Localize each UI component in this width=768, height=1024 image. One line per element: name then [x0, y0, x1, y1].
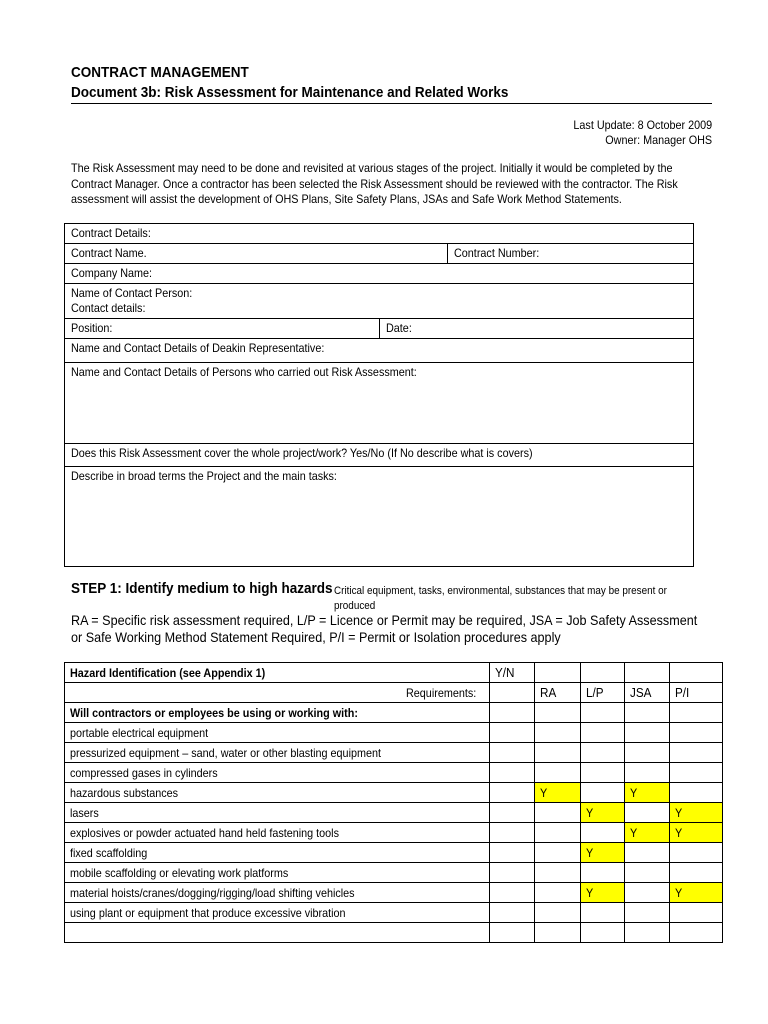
hazard-yn-cell[interactable]: [490, 863, 535, 883]
yn-header-label: Y/N: [495, 665, 515, 680]
title-divider: [71, 103, 712, 104]
contract-details-field[interactable]: [65, 224, 693, 243]
company-name-label: Company Name:: [71, 266, 153, 280]
hazard-pi-cell[interactable]: [670, 903, 723, 923]
hazard-row: [65, 883, 723, 903]
hazard-yn-cell[interactable]: [490, 763, 535, 783]
contact-person-field[interactable]: [65, 284, 693, 318]
hazard-label-cell: [65, 903, 490, 923]
hazard-label: portable electrical equipment: [70, 725, 209, 740]
hazard-label-cell: [65, 863, 490, 883]
hazard-yn-cell[interactable]: [490, 783, 535, 803]
project-description-field[interactable]: [65, 467, 693, 566]
hazard-label-cell: [65, 783, 490, 803]
hazard-jsa-value: Y: [630, 785, 638, 800]
whole-project-label: Does this Risk Assessment cover the whole project/work? Yes/No (If No describe what is covers): [71, 446, 533, 460]
hazard-pi-cell[interactable]: [670, 883, 723, 903]
hazard-yn-cell[interactable]: [490, 743, 535, 763]
hazard-label-cell: [65, 803, 490, 823]
contract-number-label: Contract Number:: [454, 246, 540, 260]
hazard-ra-cell[interactable]: [535, 863, 581, 883]
hazard-lp-cell[interactable]: [581, 883, 625, 903]
hazard-lp-value: Y: [586, 845, 594, 860]
whole-project-field[interactable]: [65, 444, 693, 466]
hazard-yn-cell[interactable]: [490, 823, 535, 843]
hazard-ra-cell[interactable]: [535, 823, 581, 843]
hazard-label-cell: [65, 823, 490, 843]
hazard-jsa-cell[interactable]: [625, 903, 670, 923]
intro-paragraph: The Risk Assessment may need to be done and revisited at various stages of the project. Initially it would be completed by the Contract Manager. Once a contractor has been selected the Risk Assessment should be reviewed with the contractor. The Risk assessment will assist the development of OHS Plans, Site Safety Plans, JSAs and Safe Work Method Statements.: [71, 161, 678, 206]
hazard-ra-cell[interactable]: [535, 743, 581, 763]
blank-cell: [490, 703, 535, 723]
hazard-row: [65, 843, 723, 863]
hazard-jsa-value: Y: [630, 825, 638, 840]
blank-header-cell: [581, 663, 625, 683]
hazard-label: hazardous substances: [70, 785, 179, 800]
hazard-label: explosives or powder actuated hand held fastening tools: [70, 825, 339, 840]
contract-details-row: [65, 224, 694, 244]
col-header-jsa: [625, 683, 670, 703]
hazard-label-cell: [65, 743, 490, 763]
hazard-label: compressed gases in cylinders: [70, 765, 218, 780]
document-subtitle: Document 3b: Risk Assessment for Maintenance and Related Works: [71, 84, 509, 101]
hazard-pi-cell[interactable]: [670, 783, 723, 803]
hazard-pi-cell[interactable]: [670, 863, 723, 883]
whole-project-row: [65, 444, 694, 467]
hazard-ra-cell[interactable]: [535, 883, 581, 903]
hazard-jsa-cell[interactable]: [625, 783, 670, 803]
hazard-ra-cell[interactable]: [535, 803, 581, 823]
hazard-row: [65, 743, 723, 763]
hazard-yn-cell[interactable]: [490, 903, 535, 923]
hazard-lp-cell[interactable]: [581, 923, 625, 943]
hazard-header-cell: [65, 663, 490, 683]
contact-details-label: Contact details:: [71, 301, 146, 315]
hazard-row: [65, 803, 723, 823]
hazard-pi-cell[interactable]: [670, 763, 723, 783]
hazard-jsa-cell[interactable]: [625, 763, 670, 783]
hazard-label: mobile scaffolding or elevating work platforms: [70, 865, 289, 880]
hazard-label: using plant or equipment that produce excessive vibration: [70, 905, 346, 920]
blank-header-cell: [670, 663, 723, 683]
hazard-label: pressurized equipment – sand, water or other blasting equipment: [70, 745, 381, 760]
hazard-lp-value: Y: [586, 885, 594, 900]
hazard-pi-cell[interactable]: [670, 803, 723, 823]
hazard-row: [65, 763, 723, 783]
blank-header-cell: [535, 663, 581, 683]
col-header-lp: [581, 683, 625, 703]
hazard-lp-cell[interactable]: [581, 803, 625, 823]
contract-details-form: [64, 223, 694, 567]
hazard-label: material hoists/cranes/dogging/rigging/load shifting vehicles: [70, 885, 355, 900]
assessors-row: [65, 363, 694, 444]
hazard-pi-cell[interactable]: [670, 823, 723, 843]
hazard-label: fixed scaffolding: [70, 845, 148, 860]
hazard-label-cell: [65, 883, 490, 903]
hazard-row: [65, 903, 723, 923]
hazard-row: [65, 923, 723, 943]
hazard-pi-cell[interactable]: [670, 743, 723, 763]
hazard-label-cell: [65, 843, 490, 863]
hazard-ra-cell[interactable]: [535, 843, 581, 863]
hazard-jsa-cell[interactable]: [625, 863, 670, 883]
hazard-row: [65, 823, 723, 843]
assessors-label: Name and Contact Details of Persons who carried out Risk Assessment:: [71, 365, 417, 379]
contract-name-row: [65, 244, 694, 264]
hazard-yn-cell[interactable]: [490, 803, 535, 823]
company-name-row: [65, 264, 694, 284]
date-field[interactable]: [379, 319, 693, 338]
hazard-jsa-cell[interactable]: [625, 883, 670, 903]
position-field[interactable]: [65, 319, 379, 338]
project-description-row: [65, 467, 694, 567]
hazard-lp-cell[interactable]: [581, 843, 625, 863]
hazard-yn-cell[interactable]: [490, 923, 535, 943]
hazard-lp-cell[interactable]: [581, 743, 625, 763]
blank-cell: [670, 703, 723, 723]
requirements-cell: [65, 683, 490, 703]
hazard-jsa-cell[interactable]: [625, 723, 670, 743]
project-description-label: Describe in broad terms the Project and the main tasks:: [71, 469, 337, 483]
hazard-row: [65, 783, 723, 803]
hazard-ra-cell[interactable]: [535, 903, 581, 923]
hazard-jsa-cell[interactable]: [625, 923, 670, 943]
yn-header-cell: [490, 663, 535, 683]
step1-heading: [71, 580, 362, 598]
position-label: Position:: [71, 321, 113, 335]
assessors-field[interactable]: [65, 363, 693, 443]
section-row: [65, 703, 723, 723]
section-cell: [65, 703, 490, 723]
hazard-ra-cell[interactable]: [535, 923, 581, 943]
hazard-jsa-cell[interactable]: [625, 823, 670, 843]
blank-cell: [625, 703, 670, 723]
contract-name-field[interactable]: [65, 244, 447, 263]
contact-person-label: Name of Contact Person:: [71, 286, 193, 300]
hazard-ra-value: Y: [540, 785, 548, 800]
hazard-ra-cell[interactable]: [535, 783, 581, 803]
hazard-jsa-cell[interactable]: [625, 803, 670, 823]
deakin-rep-label: Name and Contact Details of Deakin Representative:: [71, 341, 325, 355]
hazard-ra-cell[interactable]: [535, 723, 581, 743]
hazard-lp-cell[interactable]: [581, 823, 625, 843]
hazard-row: [65, 863, 723, 883]
hazard-lp-cell[interactable]: [581, 723, 625, 743]
requirements-label: Requirements:: [405, 685, 477, 700]
position-row: [65, 319, 694, 339]
contract-details-label: Contract Details:: [71, 226, 151, 240]
hazard-pi-cell[interactable]: [670, 843, 723, 863]
hazard-row: [65, 723, 723, 743]
hazard-label: lasers: [70, 805, 99, 820]
contract-name-label: Contract Name.: [71, 246, 147, 260]
hazard-table: [64, 662, 723, 943]
hazard-label-cell: [65, 923, 490, 943]
date-label: Date:: [386, 321, 412, 335]
hazard-pi-value: Y: [675, 885, 683, 900]
col-header-ra-label: RA: [540, 685, 557, 700]
col-header-pi-label: P/I: [675, 685, 690, 700]
hazard-pi-cell[interactable]: [670, 723, 723, 743]
company-name-field[interactable]: [65, 264, 693, 283]
blank-header-cell: [625, 663, 670, 683]
hazard-lp-cell[interactable]: [581, 863, 625, 883]
step1-note: Critical equipment, tasks, environmental, substances that may be present or produced: [334, 585, 667, 612]
hazard-jsa-cell[interactable]: [625, 743, 670, 763]
col-header-jsa-label: JSA: [630, 685, 652, 700]
contact-person-row: [65, 284, 694, 319]
hazard-header-label: Hazard Identification (see Appendix 1): [70, 665, 266, 680]
document-meta: [558, 118, 712, 148]
owner: Owner: Manager OHS: [605, 133, 712, 147]
requirements-row: [65, 683, 723, 703]
col-header-lp-label: L/P: [586, 685, 604, 700]
deakin-rep-field[interactable]: [65, 339, 693, 362]
last-update: Last Update: 8 October 2009: [573, 118, 712, 132]
document-title: CONTRACT MANAGEMENT: [71, 64, 249, 81]
hazard-pi-value: Y: [675, 825, 683, 840]
hazard-yn-cell[interactable]: [490, 723, 535, 743]
hazard-yn-cell[interactable]: [490, 883, 535, 903]
blank-cell: [581, 703, 625, 723]
section-label: Will contractors or employees be using or working with:: [70, 705, 358, 720]
hazard-label-cell: [65, 763, 490, 783]
hazard-ra-cell[interactable]: [535, 763, 581, 783]
hazard-jsa-cell[interactable]: [625, 843, 670, 863]
col-header-ra: [535, 683, 581, 703]
blank-cell: [535, 703, 581, 723]
hazard-header-row: [65, 663, 723, 683]
step1-title: STEP 1: Identify medium to high hazards: [71, 580, 333, 597]
col-header-pi: [670, 683, 723, 703]
step1-legend: RA = Specific risk assessment required, L/P = Licence or Permit may be required, JSA = Job Safety Assessment or Safe Working Method Statement Required, P/I = Permit or Isolation procedures apply: [71, 612, 698, 645]
hazard-lp-cell[interactable]: [581, 763, 625, 783]
hazard-lp-cell[interactable]: [581, 783, 625, 803]
hazard-pi-cell[interactable]: [670, 923, 723, 943]
hazard-label-cell: [65, 723, 490, 743]
hazard-yn-cell[interactable]: [490, 843, 535, 863]
hazard-lp-cell[interactable]: [581, 903, 625, 923]
hazard-lp-value: Y: [586, 805, 594, 820]
deakin-rep-row: [65, 339, 694, 363]
contract-number-field[interactable]: [447, 244, 693, 263]
hazard-pi-value: Y: [675, 805, 683, 820]
blank-yn-cell: [490, 683, 535, 703]
